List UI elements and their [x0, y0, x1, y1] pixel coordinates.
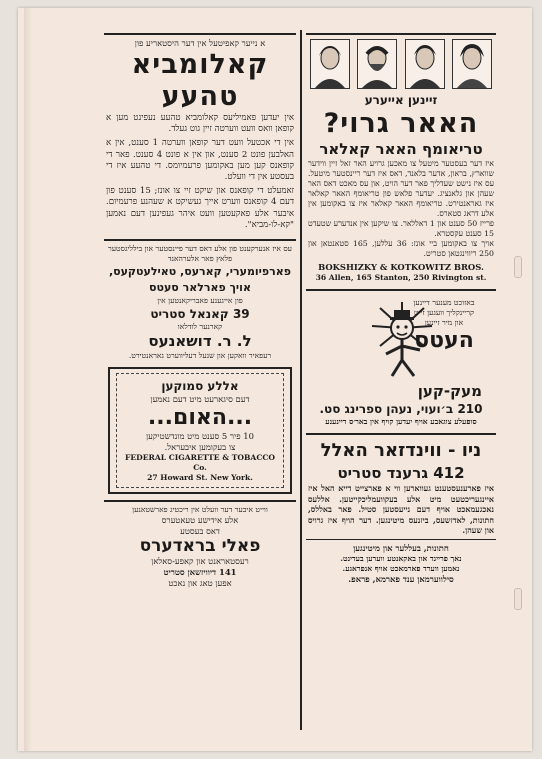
- cigarette-ad-box: [108, 367, 292, 494]
- tea-ad-top-line: א נייער קאפיטעל אין דער היסטאריע פון: [134, 38, 266, 48]
- tea-ad-title-2: טהעע: [161, 81, 239, 112]
- cigarette-ad-price: 10 פיר 5 סענט מיט מונדשטיקען: [146, 431, 254, 442]
- cigarette-ad-availability: צו בעקומען איבעראל.: [164, 442, 236, 453]
- cigarette-ad-subtitle: דעם סיגארעט מיט דעם נאמען: [150, 394, 250, 405]
- cigarette-ad-address: 27 Howard St. New York.: [147, 473, 253, 483]
- store-ad-merchant-note: רעפאיר וואקען און שנעל דעליווערט גאראנטירט.: [128, 351, 272, 361]
- hat-ad-note: סופעלע צוגאבע אויף יעדען קויף אין באר׳ס דיינענע: [325, 417, 477, 426]
- hat-ad-address: 210 ב׳ועוי, נעהן ספרינג סט.: [319, 402, 483, 416]
- hall-ad-street: 412 גרענד סטריט: [337, 464, 465, 482]
- hall-ad-events: חתונות, בעללער און מיטינגען: [353, 542, 449, 553]
- cigarette-ad-company: FEDERAL CIGARETTE & TOBACCO Co.: [124, 453, 276, 473]
- right-section-rule-1: [306, 289, 496, 291]
- hat-ad-line-2: קריינקליך וועגען זייט: [413, 308, 475, 317]
- portrait-2-image: [357, 39, 397, 89]
- right-top-rule: [306, 33, 496, 35]
- hat-ad-maker: מעק-קען: [417, 382, 482, 400]
- store-ad-goods-2: אויך פארלאר סעטס: [149, 281, 251, 295]
- binding-hole-top: [514, 256, 522, 278]
- hat-ad: [306, 294, 496, 382]
- hall-ad-events-2: נאך פריינד און באקאנטע ווערען בעדינט.: [340, 553, 462, 563]
- hair-ad-question: האאר גרוי?: [323, 108, 479, 139]
- section-rule-2: [104, 500, 296, 502]
- cigarette-ad-inner: [116, 373, 284, 488]
- cigarette-ad-title: אללע סמוקען: [161, 379, 239, 394]
- store-ad-note: פון אייגענע פאבריקאנטען אין: [157, 296, 243, 306]
- hat-ad-line-1: באזוכט מענער דיינען: [413, 298, 475, 307]
- store-ad-street: 39 קאנאל סטריט: [150, 307, 250, 322]
- hair-ad-price: פרייז 50 סענט און 1 דאללאר. צו שיקען אין אנדערע שטעדט 15 סענט עקסטרא.: [308, 219, 494, 238]
- right-section-rule-2: [306, 433, 496, 435]
- hall-ad-title: ניו - ווינדזאר האלל: [320, 440, 482, 461]
- left-column: [104, 30, 296, 742]
- hall-ad-manager: סילווערמאן ענד פארמא, פראפ.: [348, 573, 454, 584]
- hair-ad-address: אויך צו באקומען ביי אונז: 36 עללען, 165 סטאנטאן און 250 ריווינגטאן סטריט.: [308, 239, 494, 258]
- restaurant-ad-address: 141 דיוויזשאן סטריט: [163, 567, 237, 578]
- hair-ad-product: טריאומף האאר קאלאר: [319, 140, 483, 158]
- tea-ad-intro: אין יעדען פאמיליעס קאלומביא טהעע נעפינט מען א קופאן וואס וועט ווערטה זיין גוט געלד.: [106, 113, 294, 135]
- portrait-1-image: [310, 39, 350, 89]
- hair-ad-description: איז דער בעסטער מיטעל צו מאכען גרויע האר זאל זיין ווידער שווארץ, בראון, אדער בלאנד, דאס איז דער ריינסטער מיטעל. עס איז נישט שעדליך פאר דער הויט, און עס מאכט דאס האר שעהן און גלאנציג. יעדער פלאש פון טריאומף האאר קאלאר איז גאראנטירט. טריאומף האאר קאלאר איז צו באקומען אין אלע דראג סטארס.: [308, 159, 494, 218]
- hair-ad-company-address: 36 Allen, 165 Stanton, 250 Rivington st.: [315, 273, 487, 282]
- restaurant-ad-hours: אפען טאג און נאכט: [168, 578, 232, 589]
- column-divider: [300, 30, 302, 730]
- hall-ad-rule: [306, 539, 496, 540]
- binding-hole-bottom: [514, 588, 522, 610]
- hall-ad-owner: נאמען ווערד פארמאכט אויף אנפראגע.: [342, 563, 460, 573]
- portrait-strip: [306, 39, 496, 89]
- store-ad-intro: עס איז אנערקענט פון אלע דאס דער פיינסטער און בילליגסטער פלאץ פאר אלערהאנד: [108, 244, 292, 264]
- page-binding: [24, 8, 32, 751]
- restaurant-ad-intro-2: אלע אידישע טעאטערס: [161, 515, 239, 526]
- tea-ad-paragraph-1: אין די אכטעל וועט דער קופאן ווערטה 1 סענט, אין א האלבען פונט 2 סענט, און אין א פונט 4 סענט. פאר די קופאנס קען מען באקומען פרעמיומס. די טהעע איז די בעסטע אין די וועלט.: [106, 138, 294, 183]
- restaurant-ad-type: רעסטאראנט און קאפע-סאלאן: [151, 556, 249, 567]
- magazine-page: [18, 8, 532, 751]
- restaurant-ad-intro-3: דאס בעסטע: [180, 526, 220, 537]
- store-ad-merchant: ל. ר. דושאנעס: [148, 332, 252, 351]
- store-ad-goods: פארפיומערי, קארעס, טאילעטקעס,: [108, 265, 292, 279]
- hat-ad-text: [396, 298, 492, 354]
- portrait-4-image: [452, 39, 492, 89]
- hat-ad-name: העטס: [414, 328, 474, 353]
- restaurant-ad-firm: פאלי בראדערס: [139, 536, 261, 557]
- hall-ad-body: איז פארענעסטענט געווארען ווי א פארצייט דייא האל איז איינגעריכטעט מיט אלע בעקוועמליכקייטען. אללעס נאכגעמאכט אויף דעם נייעסטען סטיל. פאר באללס, חתונות, לאדזשעס, ביזנעס מיטינגען. דער הויף איז גרויס און שעהן.: [308, 483, 494, 536]
- hair-ad-company: BOKSHIZKY & KOTKOWITZ BROS.: [318, 262, 484, 272]
- restaurant-ad-intro: ווייט איבער דער וועלט אין ריכטיג פארשטאנען: [132, 505, 268, 515]
- tea-ad-title-1: קאלומביא: [131, 49, 269, 80]
- tea-ad-paragraph-2: זאמעלט די קופאנס און שיקט זיי צו אונז; 15 סענט פון דעם 4 קופאנס ווערט אייך געשיקט א שעהנע פרעמיום. איבער אלע פאקעטען וועט איהר געפינען דעם נאמען "קא-לו-מביא".: [106, 186, 294, 230]
- store-ad-corner: קארנער לודלאו: [177, 322, 223, 332]
- top-rule: [104, 33, 296, 35]
- section-rule-1: [104, 239, 296, 241]
- hair-ad-question-small: זיינען אייערע: [364, 93, 438, 107]
- right-column: [306, 30, 496, 742]
- portrait-3-image: [405, 39, 445, 89]
- cigarette-ad-brand: ...האום...: [147, 405, 253, 431]
- hat-ad-line-3: און מיר זיינען: [424, 318, 464, 327]
